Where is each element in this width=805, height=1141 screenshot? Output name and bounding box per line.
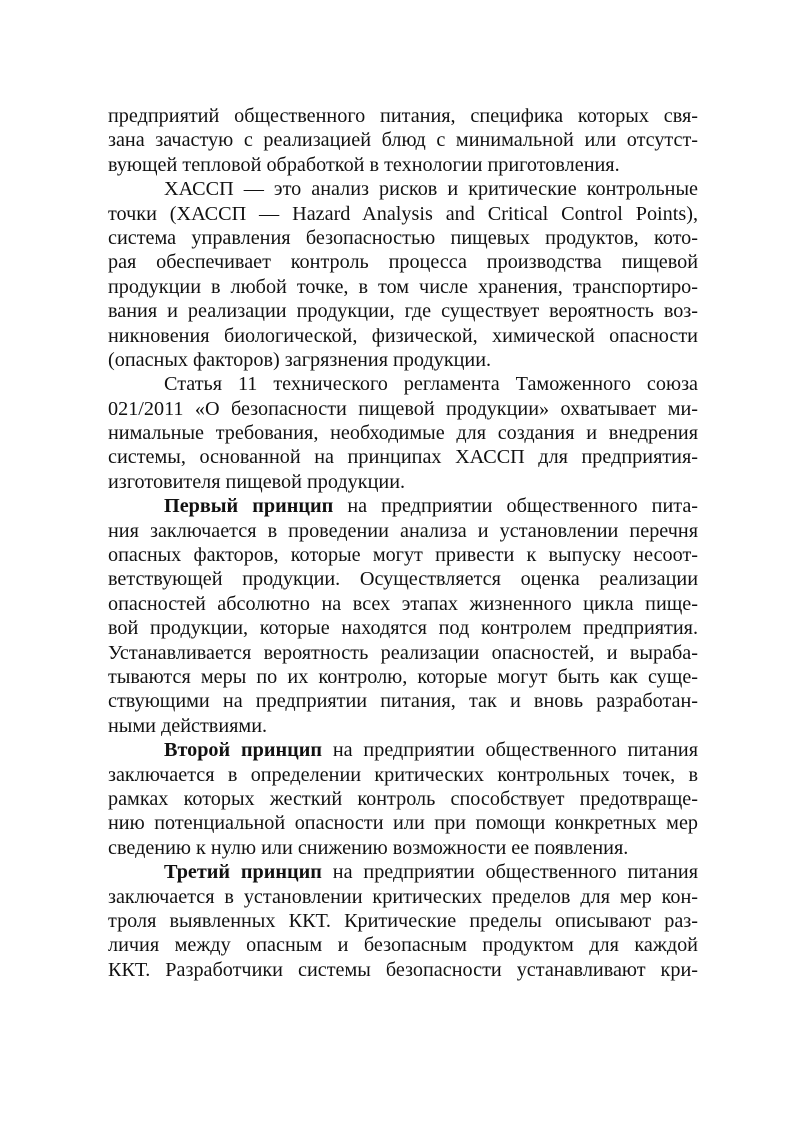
text-line bbox=[108, 494, 698, 518]
principle-heading: Второй принцип bbox=[164, 739, 323, 762]
text-line: вой продукции, которые находятся под контролем предприятия. bbox=[108, 617, 698, 640]
text-line: опасных факторов, которые могут привести к выпуску несоот- bbox=[108, 544, 698, 567]
text-line: точки (ХАССП — Hazard Analysis and Critical Control Points), bbox=[108, 202, 698, 225]
paragraph bbox=[108, 177, 698, 372]
text-line: изготовителя пищевой продукции. bbox=[108, 470, 406, 493]
text-line: заключается в определении критических контрольных точек, в bbox=[108, 763, 698, 786]
text-line: ХАССП — это анализ рисков и критические контрольные bbox=[164, 178, 698, 201]
text-line: системы, основанной на принципах ХАССП для предприятия- bbox=[108, 446, 698, 469]
text-line: вующей тепловой обработкой в технологии приготовления. bbox=[108, 153, 620, 176]
text-run: на предприятии общественного пита- bbox=[333, 495, 699, 518]
text-line: ветствующей продукции. Осуществляется оценка реализации bbox=[108, 568, 698, 591]
text-line: зана зачастую с реализацией блюд с минимальной или отсутст- bbox=[108, 129, 698, 152]
paragraph bbox=[108, 372, 698, 494]
text-line: Статья 11 технического регламента Таможенного союза bbox=[164, 373, 698, 396]
principle-heading: Первый принцип bbox=[164, 495, 334, 518]
text-line: 021/2011 «О безопасности пищевой продукции» охватывает ми- bbox=[108, 397, 698, 420]
text-line: Устанавливается вероятность реализации опасностей, и выраба- bbox=[108, 641, 698, 664]
text-line: сведению к нулю или снижению возможности ее появления. bbox=[108, 836, 629, 859]
text-line: опасностей абсолютно на всех этапах жизненного цикла пище- bbox=[108, 592, 698, 615]
text-line: нию потенциальной опасности или при помощи конкретных мер bbox=[108, 812, 698, 835]
text-line: ствующими на предприятии питания, так и вновь разработан- bbox=[108, 690, 698, 713]
text-line: рамках которых жесткий контроль способствует предотвраще- bbox=[108, 787, 698, 810]
text-line: система управления безопасностью пищевых продуктов, кото- bbox=[108, 226, 698, 249]
paragraph-second-principle bbox=[108, 738, 698, 860]
text-line: рая обеспечивает контроль процесса производства пищевой bbox=[108, 251, 698, 274]
paragraph bbox=[108, 104, 698, 177]
text-line bbox=[108, 738, 698, 762]
paragraph-third-principle bbox=[108, 860, 698, 982]
text-line bbox=[108, 860, 698, 884]
text-line: заключается в установлении критических пределов для мер кон- bbox=[108, 885, 698, 908]
text-line: вания и реализации продукции, где существует вероятность воз- bbox=[108, 300, 698, 323]
text-line: продукции в любой точке, в том числе хранения, транспортиро- bbox=[108, 275, 698, 298]
text-line: троля выявленных ККТ. Критические пределы описывают раз- bbox=[108, 909, 698, 932]
text-line: ККТ. Разработчики системы безопасности устанавливают кри- bbox=[108, 958, 698, 981]
text-line: никновения биологической, физической, химической опасности bbox=[108, 324, 698, 347]
paragraph-first-principle bbox=[108, 494, 698, 738]
text-line: нимальные требования, необходимые для создания и внедрения bbox=[108, 422, 698, 445]
text-line: (опасных факторов) загрязнения продукции. bbox=[108, 348, 492, 371]
text-run: на предприятии общественного питания bbox=[321, 861, 698, 884]
principle-heading: Третий принцип bbox=[164, 861, 322, 884]
text-line: тываются меры по их контролю, которые могут быть как суще- bbox=[108, 665, 698, 688]
text-line: личия между опасным и безопасным продуктом для каждой bbox=[108, 934, 698, 957]
text-line: предприятий общественного питания, специфика которых свя- bbox=[108, 105, 698, 127]
text-run: на предприятии общественного питания bbox=[322, 739, 698, 762]
document-page bbox=[108, 104, 698, 982]
text-line: ными действиями. bbox=[108, 714, 268, 737]
text-line: ния заключается в проведении анализа и установлении перечня bbox=[108, 519, 698, 542]
